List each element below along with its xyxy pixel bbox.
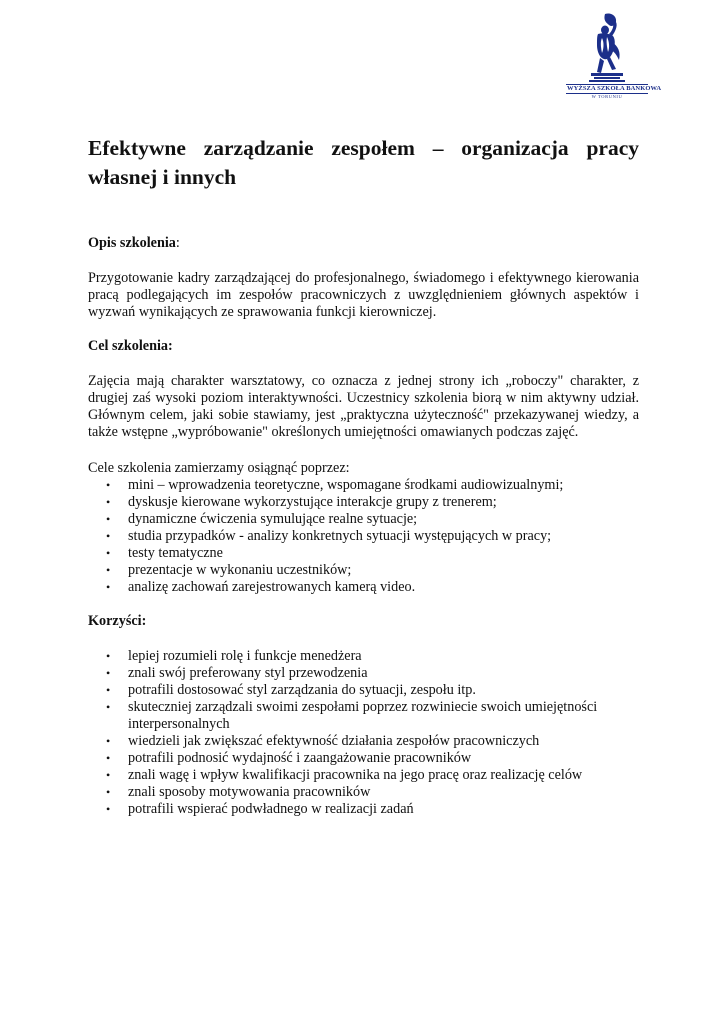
cel-methods-list xyxy=(88,477,639,596)
korzysci-list-item xyxy=(88,699,639,733)
cel-list-item-text: testy tematyczne xyxy=(128,545,223,561)
opis-heading-text: Opis szkolenia xyxy=(88,235,176,251)
bullet-icon: • xyxy=(106,563,111,577)
korzysci-list-item-text: potrafili podnosić wydajność i zaangażowanie pracowników xyxy=(128,750,472,766)
cel-list-item-text: prezentacje w wykonaniu uczestników; xyxy=(128,562,352,578)
cel-lead-text: Cele szkolenia zamierzamy osiągnąć poprzez: xyxy=(88,460,350,476)
opis-paragraph: Przygotowanie kadry zarządzającej do profesjonalnego, świadomego i efektywnego kierowania pracą podlegających im zespołów pracowniczych z uwzględnieniem głównych aspektów i wyzwań wynikających ze sprawowania funkcji kierowniczej. xyxy=(88,270,639,320)
cel-list-item xyxy=(88,562,639,579)
korzysci-list-item xyxy=(88,733,639,750)
bullet-icon: • xyxy=(106,649,111,663)
korzysci-list-item-text: skuteczniej zarządzali swoimi zespołami poprzez rozwiniecie swoich umiejętności interpersonalnych xyxy=(128,699,598,732)
cel-list-item-text: studia przypadków - analizy konkretnych sytuacji występujących w pracy; xyxy=(128,528,552,544)
korzysci-list-item-text: wiedzieli jak zwiększać efektywność działania zespołów pracowniczych xyxy=(128,733,540,749)
cel-paragraph: Zajęcia mają charakter warsztatowy, co oznacza z jednej strony ich „roboczy" charakter, z drugiej zaś wysoki poziom interaktywności. Uczestnicy szkolenia biorą w nim aktywny udział. Głównym celem, jaki sobie stawiamy, jest „praktyczna użyteczność" przekazywanej wiedzy, a także wstępne „wypróbowanie" określonych umiejętności omawianych podczas zajęć. xyxy=(88,373,639,440)
korzysci-list-item xyxy=(88,801,639,818)
cel-list-item-text: dyskusje kierowane wykorzystujące interakcje grupy z trenerem; xyxy=(128,494,497,510)
korzysci-list-item-text: potrafili wspierać podwładnego w realizacji zadań xyxy=(128,801,414,817)
korzysci-list-item xyxy=(88,682,639,699)
cel-list-item xyxy=(88,545,639,562)
cel-list-item-text: dynamiczne ćwiczenia symulujące realne sytuacje; xyxy=(128,511,418,527)
korzysci-list xyxy=(88,648,639,818)
bullet-icon: • xyxy=(106,478,111,492)
bullet-icon: • xyxy=(106,700,111,714)
cel-list-item-text: analizę zachowań zarejestrowanych kamerą video. xyxy=(128,579,416,595)
cel-heading: Cel szkolenia: xyxy=(88,338,173,354)
bullet-icon: • xyxy=(106,495,111,509)
korzysci-list-item-text: znali swój preferowany styl przewodzenia xyxy=(128,665,368,681)
bullet-icon: • xyxy=(106,512,111,526)
title-line-1: Efektywne zarządzanie zespołem – organizacja pracy xyxy=(88,136,639,160)
document-content xyxy=(88,134,639,818)
bullet-icon: • xyxy=(106,751,111,765)
korzysci-list-item xyxy=(88,784,639,801)
korzysci-list-item xyxy=(88,767,639,784)
korzysci-list-item-text: znali sposoby motywowania pracowników xyxy=(128,784,371,800)
bullet-icon: • xyxy=(106,546,111,560)
logo-text-city: W TORUNIU xyxy=(591,94,623,99)
cel-list-item xyxy=(88,511,639,528)
cel-list-item xyxy=(88,477,639,494)
cel-list-item xyxy=(88,579,639,596)
bullet-icon: • xyxy=(106,683,111,697)
cel-list-item xyxy=(88,528,639,545)
title-line-2: własnej i innych xyxy=(88,165,237,189)
cel-list-item xyxy=(88,494,639,511)
cel-list-item-text: mini – wprowadzenia teoretyczne, wspomagane środkami audiowizualnymi; xyxy=(128,477,564,493)
university-logo xyxy=(566,12,662,106)
atlas-statue-icon xyxy=(585,12,629,84)
korzysci-heading: Korzyści: xyxy=(88,613,147,629)
bullet-icon: • xyxy=(106,529,111,543)
bullet-icon: • xyxy=(106,734,111,748)
bullet-icon: • xyxy=(106,802,111,816)
bullet-icon: • xyxy=(106,785,111,799)
korzysci-list-item xyxy=(88,665,639,682)
korzysci-list-item xyxy=(88,750,639,767)
logo-text-university: WYŻSZA SZKOŁA BANKOWA xyxy=(567,85,662,92)
korzysci-list-item xyxy=(88,648,639,665)
korzysci-list-item-text: lepiej rozumieli rolę i funkcje menedżera xyxy=(128,648,362,664)
korzysci-list-item-text: potrafili dostosować styl zarządzania do sytuacji, zespołu itp. xyxy=(128,682,476,698)
bullet-icon: • xyxy=(106,666,111,680)
korzysci-list-item-text: znali wagę i wpływ kwalifikacji pracownika na jego pracę oraz realizację celów xyxy=(128,767,583,783)
bullet-icon: • xyxy=(106,768,111,782)
document-title xyxy=(88,134,639,192)
bullet-icon: • xyxy=(106,580,111,594)
opis-heading-colon: : xyxy=(175,235,180,251)
opis-heading xyxy=(88,235,639,252)
